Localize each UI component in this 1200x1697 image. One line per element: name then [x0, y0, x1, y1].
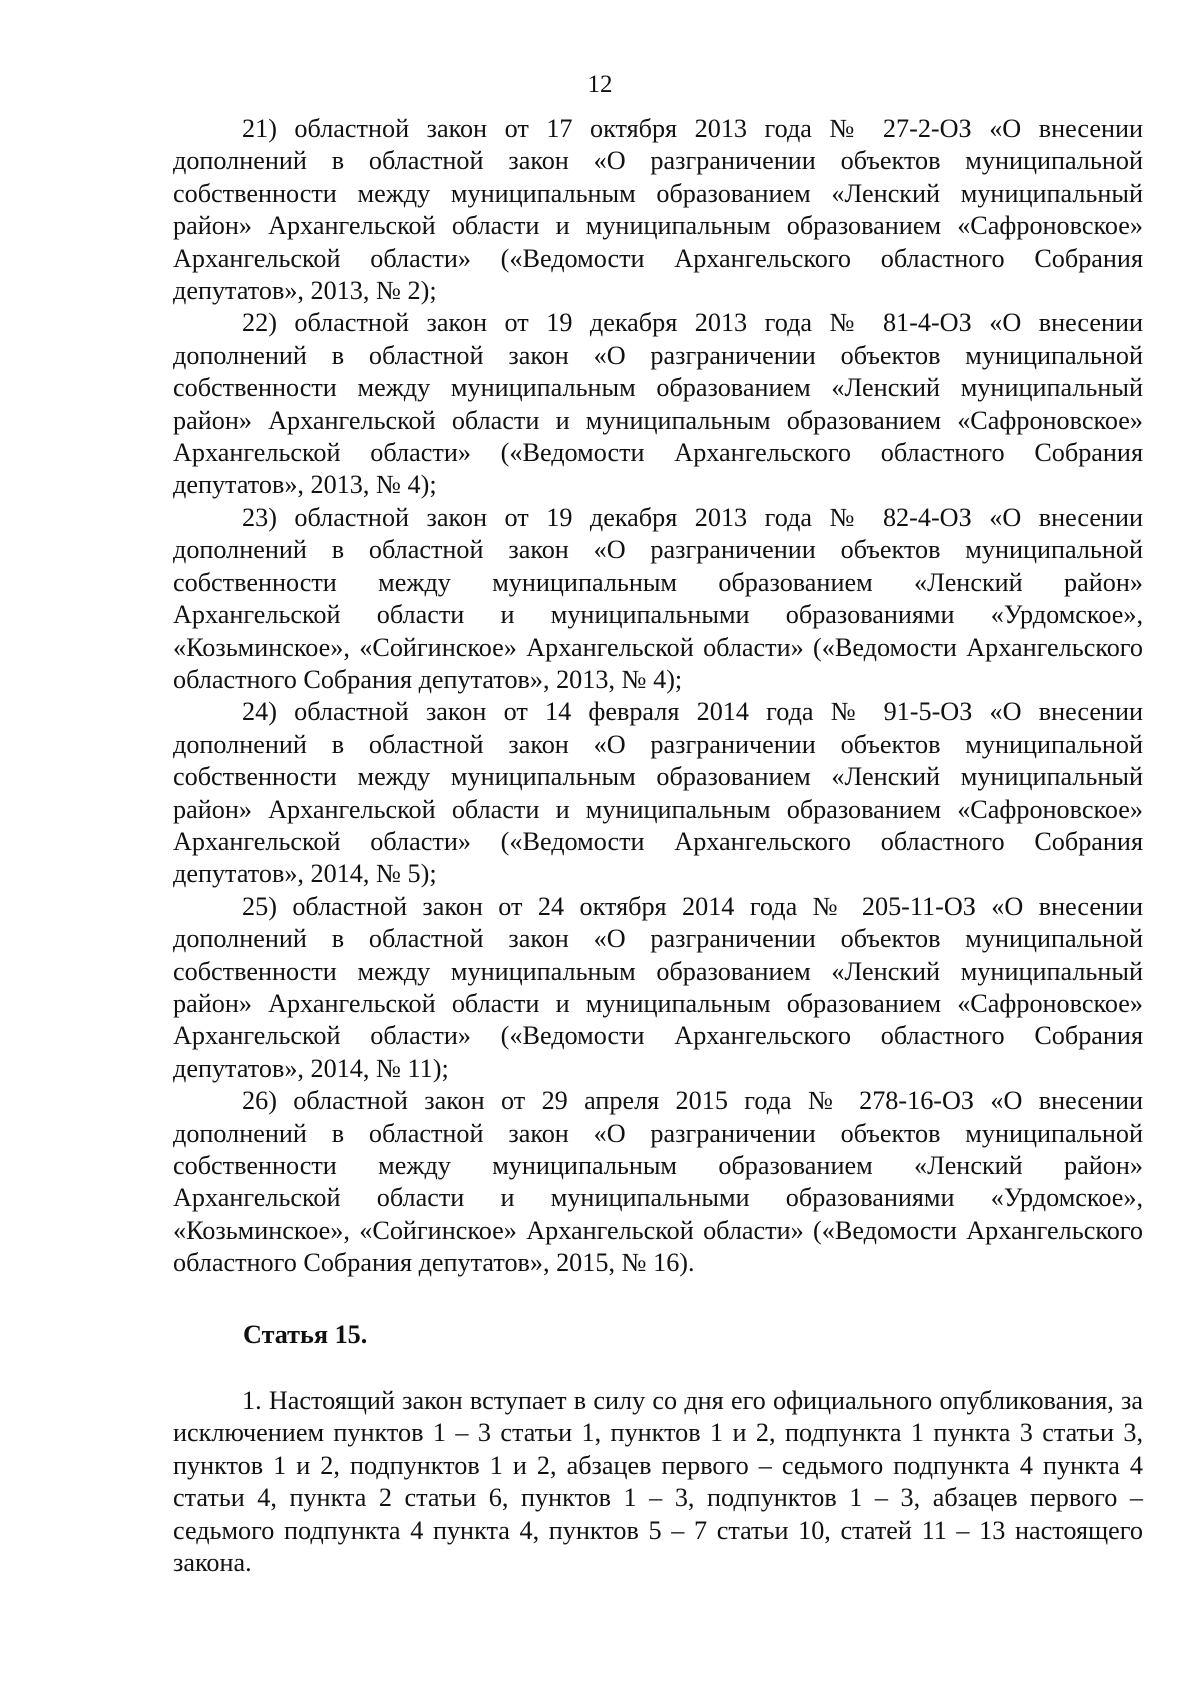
article-body	[173, 1385, 1143, 1579]
article-paragraph: 1. Настоящий закон вступает в силу со дня его официального опубликования, за исключением пунктов 1 – 3 статьи 1, пунктов 1 и 2, подпункта 1 пункта 3 статьи 3, пунктов 1 и 2, подпунктов 1 и 2, абзацев первого – седьмого подпункта 4 пункта 4 статьи 4, пункта 2 статьи 6, пунктов 1 – 3, подпунктов 1 – 3, абзацев первого – седьмого подпункта 4 пункта 4, пунктов 5 – 7 статьи 10, статей 11 – 13 настоящего закона.	[173, 1386, 1143, 1578]
article-heading: Статья 15.	[243, 1320, 368, 1349]
list-item: 21) областной закон от 17 октября 2013 года № 27-2-ОЗ «О внесении дополнений в областной закон «О разграничении объектов муниципальной собственности между муниципальным образованием «Ленский муниципальный район» Архангельской области и муниципальным образованием «Сафроновское» Архангельской области» («Ведомости Архангельского областного Собрания депутатов», 2013, № 2);	[173, 114, 1143, 306]
list-item: 24) областной закон от 14 февраля 2014 года № 91-5-ОЗ «О внесении дополнений в областной закон «О разграничении объектов муниципальной собственности между муниципальным образованием «Ленский муниципальный район» Архангельской области и муниципальным образованием «Сафроновское» Архангельской области» («Ведомости Архангельского областного Собрания депутатов», 2014, № 5);	[173, 697, 1143, 889]
list-item: 22) областной закон от 19 декабря 2013 года № 81-4-ОЗ «О внесении дополнений в областной закон «О разграничении объектов муниципальной собственности между муниципальным образованием «Ленский муниципальный район» Архангельской области и муниципальным образованием «Сафроновское» Архангельской области» («Ведомости Архангельского областного Собрания депутатов», 2013, № 4);	[173, 308, 1143, 500]
list-item: 26) областной закон от 29 апреля 2015 года № 278-16-ОЗ «О внесении дополнений в областной закон «О разграничении объектов муниципальной собственности между муниципальным образованием «Ленский район» Архангельской области и муниципальными образованиями «Урдомское», «Козьминское», «Сойгинское» Архангельской области» («Ведомости Архангельского областного Собрания депутатов», 2015, № 16).	[173, 1086, 1143, 1278]
page-number: 12	[587, 71, 613, 98]
law-list	[173, 113, 1143, 1280]
list-item: 23) областной закон от 19 декабря 2013 года № 82-4-ОЗ «О внесении дополнений в областной закон «О разграничении объектов муниципальной собственности между муниципальным образованием «Ленский район» Архангельской области и муниципальными образованиями «Урдомское», «Козьминское», «Сойгинское» Архангельской области» («Ведомости Архангельского областного Собрания депутатов», 2013, № 4);	[173, 502, 1143, 694]
list-item: 25) областной закон от 24 октября 2014 года № 205-11-ОЗ «О внесении дополнений в областной закон «О разграничении объектов муниципальной собственности между муниципальным образованием «Ленский муниципальный район» Архангельской области и муниципальным образованием «Сафроновское» Архангельской области» («Ведомости Архангельского областного Собрания депутатов», 2014, № 11);	[173, 891, 1143, 1083]
